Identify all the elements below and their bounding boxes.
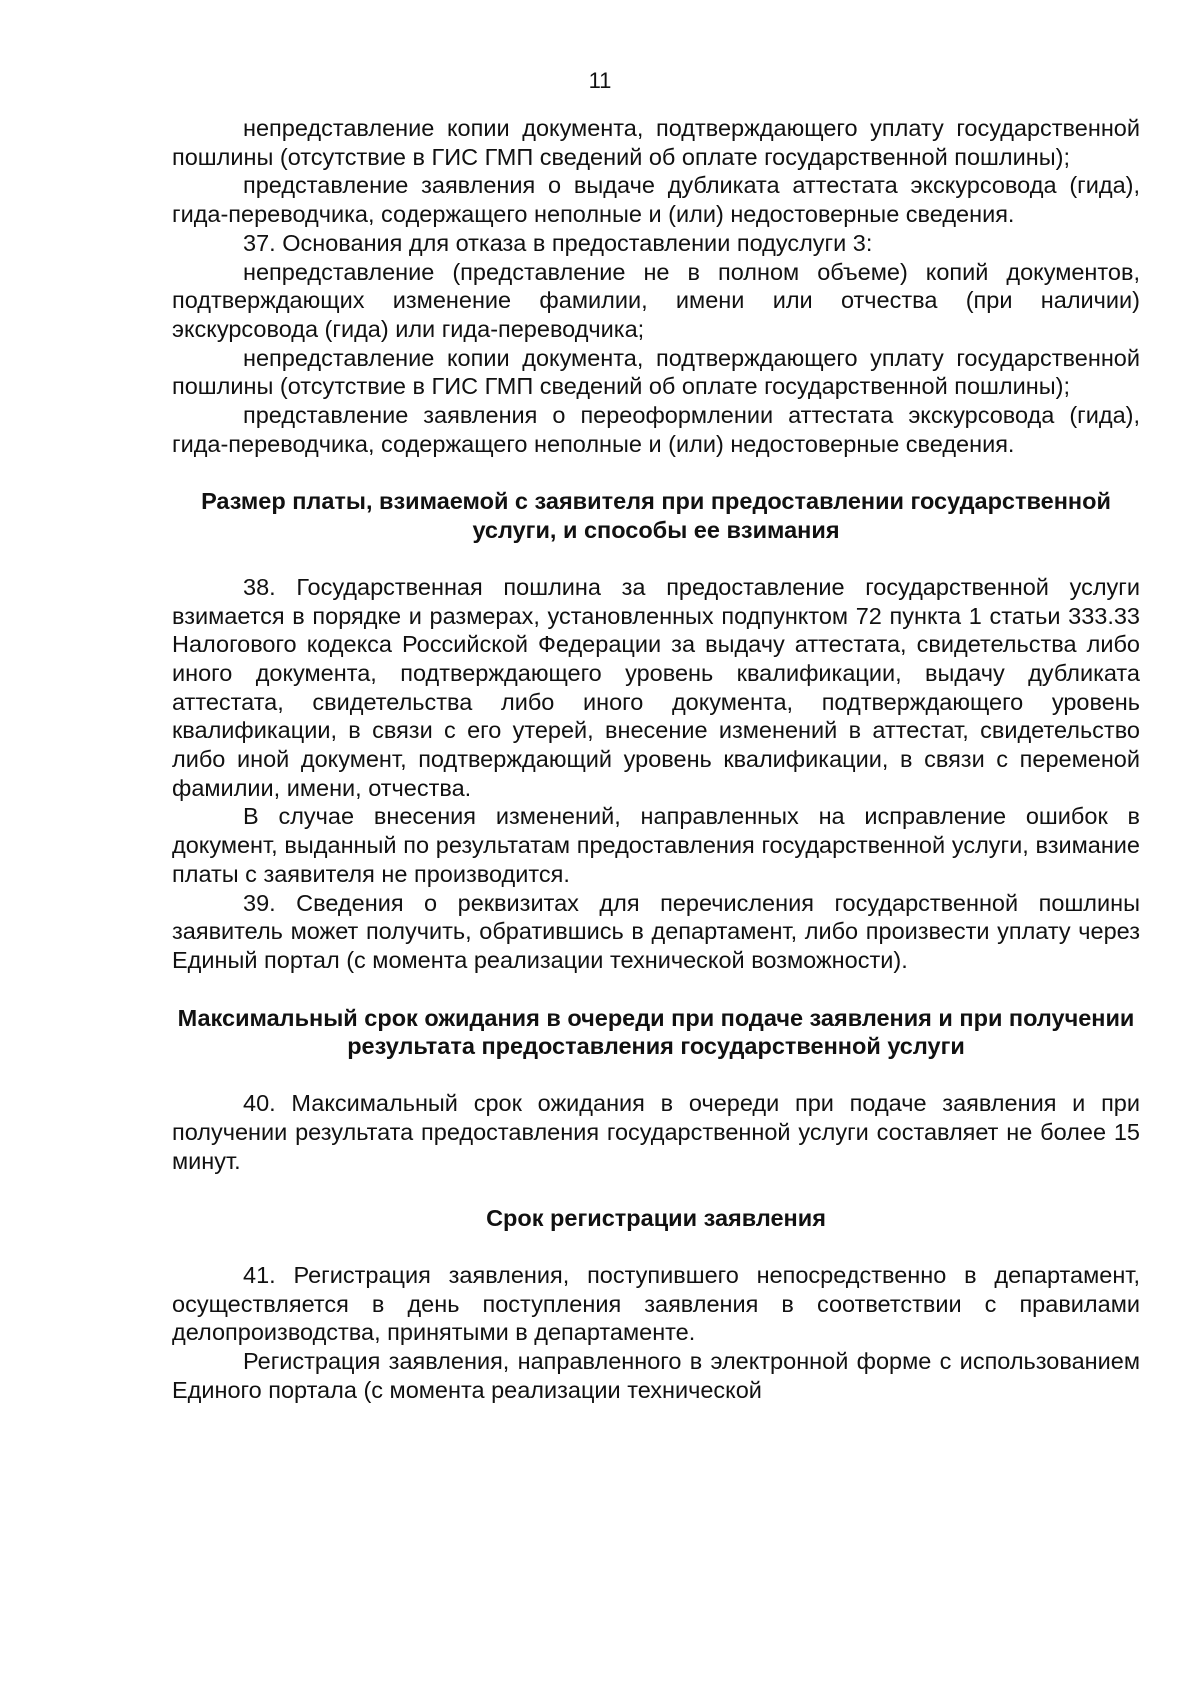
paragraph: Регистрация заявления, направленного в электронной форме с использованием Единого портала (с момента реализации технической — [172, 1348, 1140, 1403]
paragraph: непредставление копии документа, подтверждающего уплату государственной пошлины (отсутствие в ГИС ГМП сведений об оплате государственной пошлины); — [172, 344, 1140, 400]
paragraph: 41. Регистрация заявления, поступившего непосредственно в департамент, осуществляется в день поступления заявления в соответствии с правилами делопроизводства, принятыми в департаменте. — [172, 1261, 1140, 1346]
paragraph: непредставление (представление не в полном объеме) копий документов, подтверждающих изменение фамилии, имени или отчества (при наличии) экскурсовода (гида) или гида-переводчика; — [172, 258, 1140, 342]
paragraph: 38. Государственная пошлина за предоставление государственной услуги взимается в порядке и размерах, установленных подпунктом 72 пункта 1 статьи 333.33 Налогового кодекса Российской Федерации за выдачу аттестата, свидетельства либо иного документа, подтверждающего уровень квалификации, выдачу дубликата аттестата, свидетельства либо иного документа, подтверждающего уровень квалификации, в связи с его утерей, внесение изменений в аттестат, свидетельство либо иной документ, подтверждающий уровень квалификации, в связи с переменой фамилии, имени, отчества. — [172, 573, 1140, 801]
page-number: 11 — [588, 68, 612, 93]
paragraph: представление заявления о выдаче дубликата аттестата экскурсовода (гида), гида-переводчика, содержащего неполные и (или) недостоверные сведения. — [172, 172, 1140, 228]
section-heading-queue: Максимальный срок ожидания в очереди при подаче заявления и при получении результата предоставления государственной услуги — [177, 1004, 1135, 1060]
paragraph: представление заявления о переоформлении аттестата экскурсовода (гида), гида-переводчика, содержащего неполные и (или) недостоверные сведения. — [172, 402, 1140, 457]
paragraph: непредставление копии документа, подтверждающего уплату государственной пошлины (отсутствие в ГИС ГМП сведений об оплате государственной пошлины); — [172, 115, 1140, 170]
paragraph: 39. Сведения о реквизитах для перечисления государственной пошлины заявитель может получить, обратившись в департамент, либо произвести уплату через Единый портал (с момента реализации технической возможности). — [172, 889, 1140, 973]
paragraph: В случае внесения изменений, направленных на исправление ошибок в документ, выданный по результатам предоставления государственной услуги, взимание платы с заявителя не производится. — [172, 803, 1140, 887]
paragraph: 37. Основания для отказа в предоставлении подуслуги 3: — [243, 229, 873, 256]
page-content — [172, 114, 1140, 1404]
section-heading-registration: Срок регистрации заявления — [486, 1205, 826, 1232]
section-heading-fee: Размер платы, взимаемой с заявителя при предоставлении государственной услуги, и способы ее взимания — [201, 488, 1111, 544]
paragraph: 40. Максимальный срок ожидания в очереди при подаче заявления и при получении результата предоставления государственной услуги составляет не более 15 минут. — [172, 1090, 1140, 1174]
